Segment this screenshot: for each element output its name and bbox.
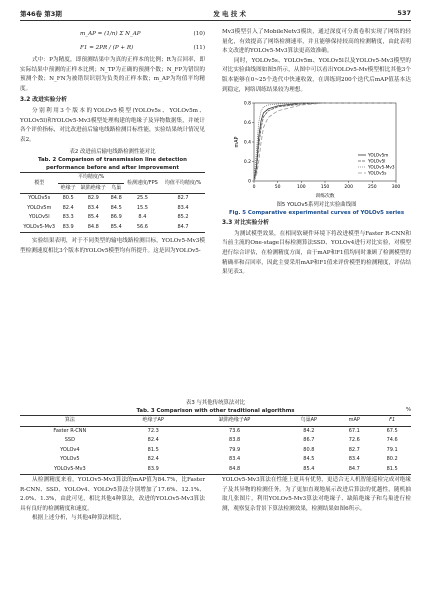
section-3-3-heading: 3.3 对比实验分析: [222, 220, 270, 227]
table-cell: 72.3: [147, 427, 159, 434]
table-row: [20, 426, 411, 436]
table-2-header-model: 模型: [34, 179, 45, 186]
table-2-caption-cn: 表2 改进前后输电线路检测性能对比: [69, 149, 156, 156]
section-3-2-heading: 3.2 改进实验分析: [20, 97, 68, 104]
y-tick-label: 0.4: [243, 140, 251, 146]
table-row: [20, 465, 411, 475]
table-cell: 81.5: [386, 465, 398, 472]
table-cell: 84.5: [110, 204, 122, 211]
y-tick-label: 0: [247, 179, 251, 185]
right-column: [222, 28, 411, 278]
legend-label: YOLOv5s: [367, 170, 386, 176]
bottom-right-column: [222, 476, 411, 514]
left-column: [20, 28, 205, 257]
table-cell: YOLOv5s: [28, 195, 51, 202]
table-cell: Faster R-CNN: [53, 427, 87, 434]
y-tick-label: 0.6: [243, 121, 251, 127]
table-cell: 84.8: [87, 223, 99, 230]
header-page-number: 537: [397, 9, 411, 17]
table-3-header: mAP: [348, 417, 360, 423]
table-3-header: 缺陷绝缘子AP: [218, 417, 251, 423]
table-cell: 67.5: [386, 427, 398, 434]
legend-label: YOLOv5l: [367, 158, 385, 164]
table-cell: 84.7: [348, 465, 360, 472]
table-cell: 83.3: [62, 214, 74, 221]
table-3-header: 绝缘子AP: [142, 417, 164, 423]
table-2-header-map: 均值平均精度/%: [164, 179, 202, 186]
table-cell: 73.6: [229, 427, 241, 434]
table-cell: 85.4: [110, 223, 122, 230]
table-row: [20, 446, 411, 456]
table-cell: 83.4: [348, 456, 360, 462]
bottom-right-paragraph-1: YOLOv5-Mv3算法在性能上更具有优势，更适合无人机智能巡检完成对绝缘子及其异物的检测任务。为了更加直观地展示改进后算法的优越性，随机抽取几张图片，利用YOLOv5-Mv3算法对绝缘子、缺陷绝缘子和鸟巢进行检测，观察复杂背景下算法检测效果，检测结果如图6所示。: [222, 477, 411, 512]
table-cell: YOLOv5-Mv3: [54, 465, 86, 472]
table-cell: 86.7: [303, 437, 315, 443]
bottom-left-paragraph-2: 根据上述分析，与其他4种算法相比，: [32, 515, 126, 522]
table-cell: 82.9: [87, 195, 99, 202]
table-cell: 83.4: [177, 204, 189, 211]
left-paragraph-2: 分别利用3个版本的YOLOv5模型(YOLOv5s、YOLOv5m、YOLOv5l)和YOLOv5-Mv3模型处理构建的绝缘子及异物数据集，并统计各个评价指标，对比改进前后输电线路检测目标性能，实验结果统计情况见表2。: [20, 107, 205, 143]
table-cell: 8.4: [138, 214, 147, 221]
page-header: [20, 6, 411, 20]
table-cell: 56.6: [136, 223, 148, 230]
table-cell: 84.5: [303, 456, 315, 462]
table-row: [20, 223, 205, 233]
equation-11-number: (11): [193, 45, 205, 52]
table-row: [20, 204, 205, 214]
table-cell: 81.5: [147, 446, 159, 453]
table-cell: SSD: [64, 437, 75, 443]
right-paragraph-2: 同时，YOLOv5s、YOLOv5m、YOLOv5l以及YOLOv5-Mv3模型的对比实验曲线图如图5所示，从图中可以看出YOLOv5-Mv模型相比其他3个版本能够在0~25个迭代中快速收敛，在训练到200个迭代后mAP值基本达到稳定，网络训练结果较为理想。: [222, 57, 411, 93]
header-journal: 发 电 技 术: [213, 9, 247, 18]
table-2-header-insulator: 绝缘子: [60, 184, 76, 191]
table-cell: 80.2: [386, 456, 398, 462]
table-cell: 84.7: [177, 223, 189, 230]
table-cell: 83.9: [62, 223, 74, 230]
table-cell: 80.8: [303, 446, 315, 453]
table-cell: 82.4: [62, 204, 74, 211]
table-2: [20, 172, 205, 233]
table-cell: YOLOv5l: [28, 214, 50, 221]
legend-label: YOLOv5-Mv3: [367, 164, 395, 170]
table-cell: 85.2: [177, 214, 189, 221]
table-3: [20, 415, 411, 475]
equation-11-formula: F1 = 2PR / (P + R): [80, 45, 134, 52]
table-2-header-nest: 鸟巢: [111, 184, 122, 191]
x-tick-label: 150: [320, 185, 329, 191]
header-issue: 第46卷 第3期: [20, 9, 62, 18]
table-cell: 83.4: [87, 204, 99, 211]
table-3-caption-cn: 表3 与其他传统算法对比: [185, 400, 246, 406]
x-tick-label: 250: [367, 185, 377, 191]
table-cell: 80.5: [62, 195, 74, 202]
table-3-header: 鸟巢AP: [300, 417, 318, 423]
table-row: [20, 436, 411, 446]
table-cell: 83.8: [229, 437, 241, 443]
table-3-unit: %: [405, 407, 411, 413]
table-cell: 83.4: [229, 456, 241, 462]
table-cell: 82.4: [147, 437, 159, 443]
y-tick-label: 0.2: [243, 160, 251, 166]
left-paragraph-1: 式中：P为精度，即预测结果中为真的正样本的比例；R为召回率，即实际结果中预测的正样本比例；N_TP为正确的预测个数；N_FP为错误的预测个数；N_FN为被错误识别为负类的正样本数；m_AP为均值平均精度。: [20, 57, 205, 92]
header-rule: [20, 20, 411, 21]
right-paragraph-1: Mv3模型引入了MobileNetv3模块，通过深度可分离卷积实现了网络的轻量化，有效提高了网络检测速率，并且能够保持较高的检测精度，由此表明本文改进的YOLOv5-Mv3算法更高效准确。: [222, 29, 411, 55]
table-cell: 84.8: [229, 465, 241, 472]
table-cell: 72.6: [348, 437, 360, 443]
table-cell: 85.4: [87, 214, 99, 221]
y-tick-label: 0.8: [243, 101, 251, 107]
x-tick-label: 0: [252, 185, 255, 191]
equation-10-formula: m_AP = (1/n) Σ N_AP: [80, 31, 141, 38]
table-cell: YOLOv5-Mv3: [23, 223, 56, 230]
table-row: [20, 213, 205, 223]
table-cell: 25.5: [136, 195, 148, 202]
table-3-caption-row: [20, 407, 411, 415]
figure-5-caption-en: Fig. 5 Comparative experimental curves of YOLOv5 series: [228, 210, 405, 217]
equation-10-number: (10): [193, 31, 205, 38]
table-cell: 15.5: [136, 204, 148, 211]
table-cell: 79.9: [229, 446, 241, 453]
table-3-caption-en: Tab. 3 Comparison with other traditional algorithms: [136, 408, 295, 414]
x-tick-label: 200: [343, 185, 353, 191]
left-paragraph-3: 实验结果表明，对于不同类型的输电线路检测目标，YOLOv5-Mv3模型检测速度相比3个版本的YOLOv5模型均有所提升。这是因为YOLOv5-: [20, 238, 205, 254]
table-cell: 82.7: [177, 195, 189, 202]
table-row: [20, 455, 411, 465]
table-cell: 67.1: [348, 427, 360, 434]
table-cell: 82.4: [147, 456, 159, 462]
table-cell: 74.6: [386, 437, 398, 443]
table-3-header: F1: [389, 417, 396, 423]
table-cell: 79.1: [386, 446, 398, 453]
table-3-header: 算法: [64, 417, 75, 423]
equation-11: [20, 42, 205, 56]
y-axis-label: mAP: [234, 136, 240, 148]
table-2-header-fps: 检测速度/FPS: [127, 179, 158, 186]
table-2-caption-en: Tab. 2 Comparison of transmission line detection performance before and after improvement: [38, 157, 187, 172]
bottom-left-column: [20, 476, 205, 524]
table-cell: 85.4: [303, 465, 315, 472]
x-tick-label: 300: [391, 185, 400, 191]
x-tick-label: 50: [274, 185, 281, 191]
x-tick-label: 100: [296, 185, 306, 191]
figure-5-caption-cn: 图5 YOLOv5系列对比实验曲线图: [276, 202, 357, 209]
right-paragraph-3: 为测试模型效果，在相同软硬件环境下将改进模型与Faster R-CNN和当前主流的One-stage目标检测算法SSD、YOLOv4进行对比实验，对模型进行综合评估，在检测精度方面，由于mAP和F1值均同时兼顾了检测模型的精确率和召回率，因此主要采用mAP和F1值来评价模型的检测精度，评估结果见表3。: [222, 230, 411, 276]
table-cell: 84.2: [303, 427, 315, 434]
table-cell: 86.9: [110, 214, 122, 221]
table-cell: 82.7: [348, 446, 360, 453]
legend-label: YOLOv5m: [367, 152, 388, 158]
x-axis-label: 训练次数: [314, 194, 335, 200]
table-cell: YOLOv5m: [27, 204, 52, 211]
table-2-header-ap: 平均精度/%: [58, 173, 123, 184]
table-2-header-defect: 缺陷绝缘子: [80, 184, 106, 191]
table-cell: YOLOv5: [60, 456, 80, 462]
equation-10: [20, 28, 205, 42]
table-cell: 83.9: [147, 465, 159, 472]
table-cell: 84.8: [110, 195, 122, 202]
table-3-block: [20, 399, 411, 475]
figure-5-chart: [232, 99, 402, 199]
bottom-left-paragraph-1: 从检测精度来看，YOLOv5-Mv3算法的mAP值为84.7%，比Faster R-CNN、SSD、YOLOv4、YOLOv5算法分别增加了17.6%、12.1%、2.0%、1.3%，由此可见，相比其他4种算法，改进的YOLOv5-Mv3算法具有良好的检测精度和速度。: [20, 477, 205, 512]
chart-svg: [232, 99, 402, 199]
table-row: [20, 194, 205, 204]
table-cell: YOLOv4: [60, 446, 80, 453]
